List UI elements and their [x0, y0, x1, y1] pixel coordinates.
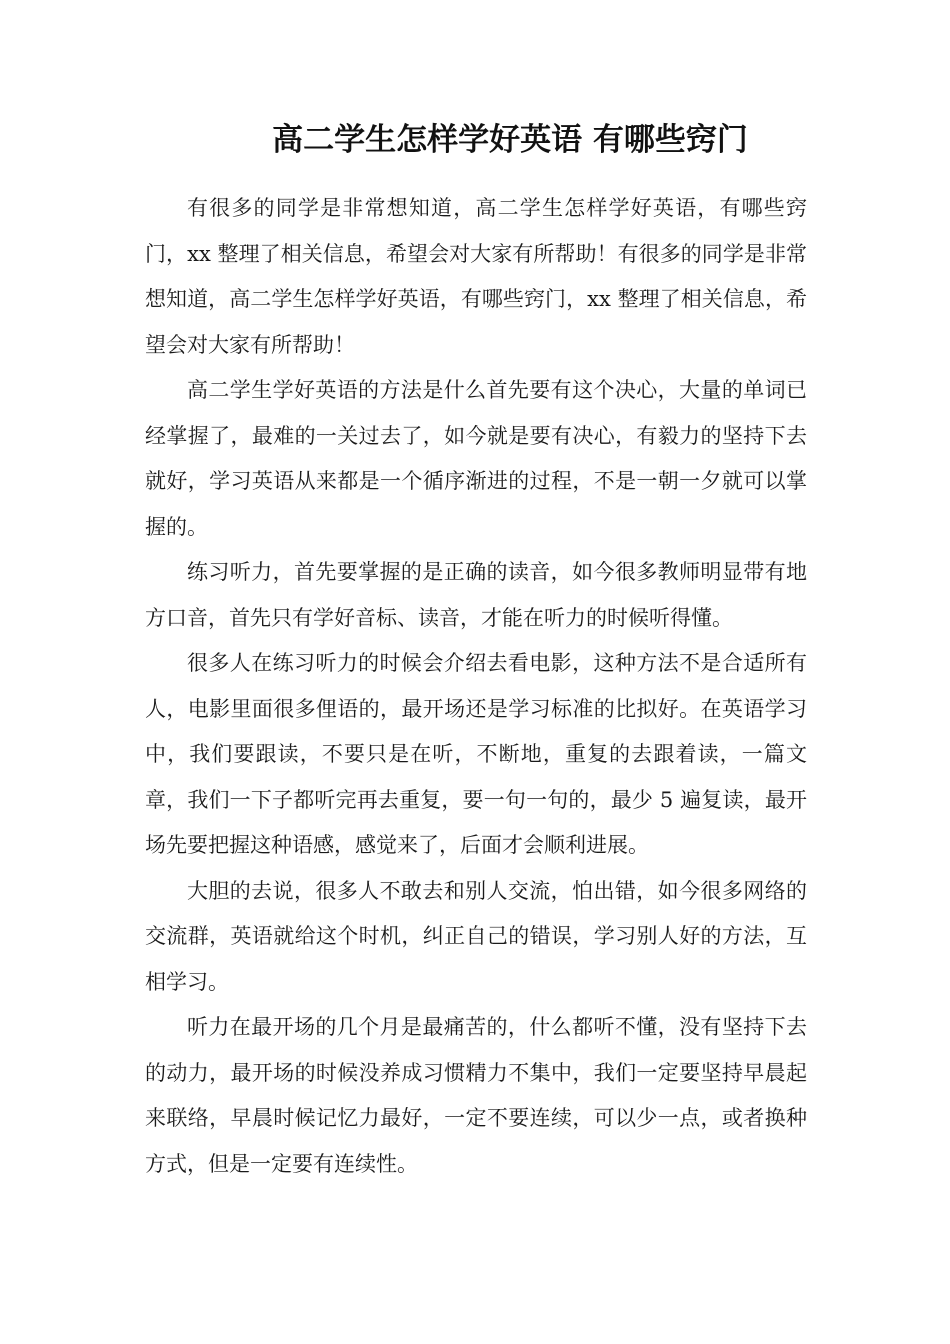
document-title: 高二学生怎样学好英语 有哪些窍门 — [272, 122, 748, 158]
document-body — [145, 186, 807, 1187]
paragraph: 听力在最开场的几个月是最痛苦的，什么都听不懂，没有坚持下去的动力，最开场的时候没养成习惯精力不集中，我们一定要坚持早晨起来联络，早晨时候记忆力最好，一定不要连续，可以少一点，或者换种方式，但是一定要有连续性。 — [145, 1015, 807, 1176]
paragraph: 大胆的去说，很多人不敢去和别人交流，怕出错，如今很多网络的交流群，英语就给这个时机，纠正自己的错误，学习别人好的方法，互相学习。 — [145, 878, 807, 994]
paragraph: 很多人在练习听力的时候会介绍去看电影，这种方法不是合适所有人，电影里面很多俚语的，最开场还是学习标准的比拟好。在英语学习中，我们要跟读，不要只是在听，不断地，重复的去跟着读，一篇文章，我们一下子都听完再去重复，要一句一句的，最少 5 遍复读，最开场先要把握这种语感，感觉来了，后面才会顺利进展。 — [145, 651, 807, 857]
paragraph: 有很多的同学是非常想知道，高二学生怎样学好英语，有哪些窍门，xx 整理了相关信息，希望会对大家有所帮助！有很多的同学是非常想知道，高二学生怎样学好英语，有哪些窍门，xx 整理了相关信息，希望会对大家有所帮助！ — [145, 196, 807, 357]
paragraph: 高二学生学好英语的方法是什么首先要有这个决心，大量的单词已经掌握了，最难的一关过去了，如今就是要有决心，有毅力的坚持下去就好，学习英语从来都是一个循序渐进的过程，不是一朝一夕就可以掌握的。 — [145, 378, 807, 539]
paragraph: 练习听力，首先要掌握的是正确的读音，如今很多教师明显带有地方口音，首先只有学好音标、读音，才能在听力的时候听得懂。 — [145, 560, 807, 630]
